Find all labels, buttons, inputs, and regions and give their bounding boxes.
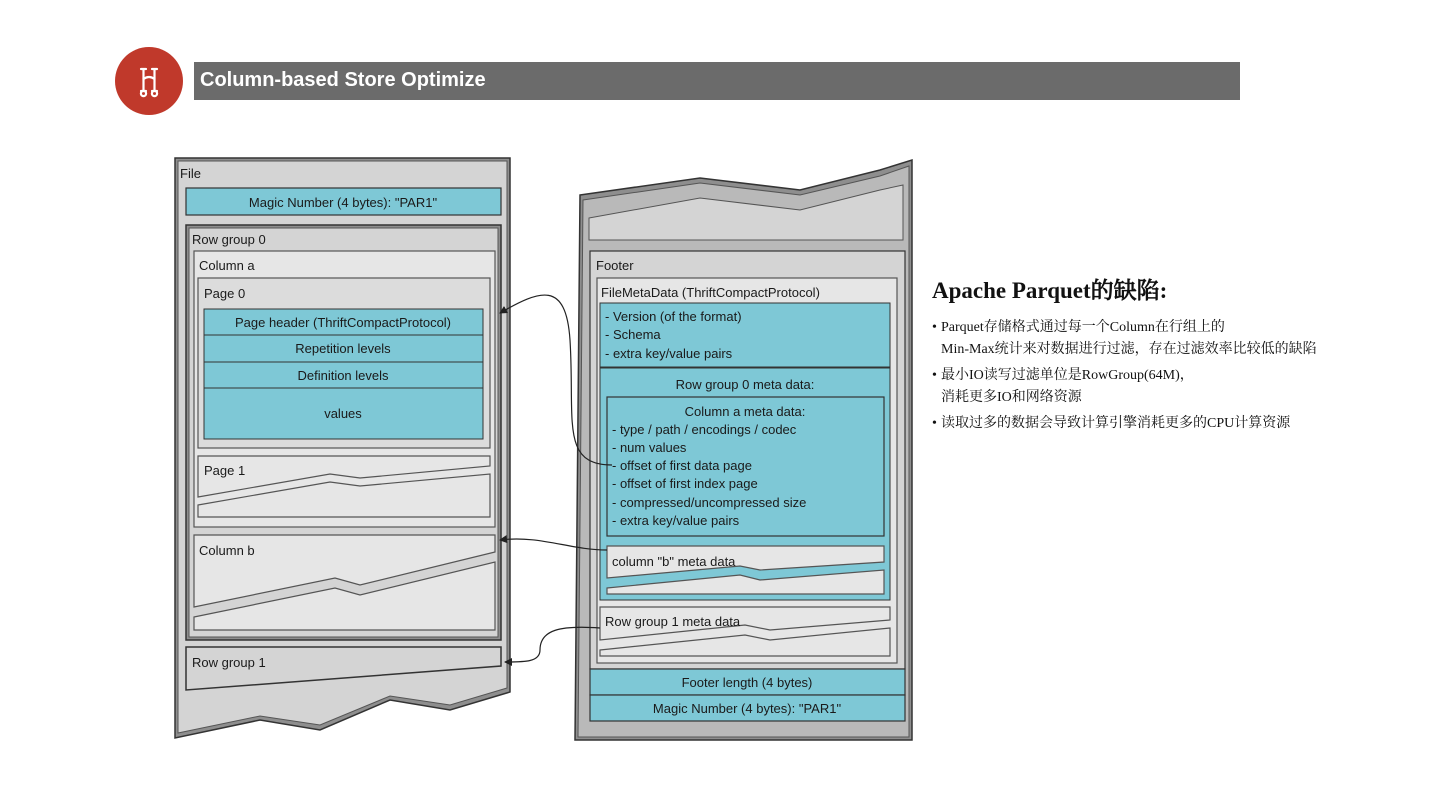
side-title: Apache Parquet的缺陷: [932,278,1168,303]
col-a-meta-item: - type / path / encodings / codec [612,422,797,437]
meta-item-version: - Version (of the format) [605,309,742,324]
repetition-levels-label: Repetition levels [295,341,391,356]
col-a-meta-item: - num values [612,440,687,455]
page-1-label: Page 1 [204,463,246,478]
footer-length-label: Footer length (4 bytes) [681,675,813,690]
column-a-meta-label: Column a meta data: [684,404,806,419]
page-header-label: Page header (ThriftCompactProtocol) [234,315,452,330]
col-a-meta-item: - offset of first index page [612,476,758,491]
definition-levels-label: Definition levels [297,368,389,383]
magic-number-top-label: Magic Number (4 bytes): "PAR1" [248,195,438,210]
side-bullet [932,413,1432,435]
row-group-0-meta-label: Row group 0 meta data: [675,377,815,392]
side-bullet-list [932,317,1432,435]
footer-label: Footer [596,258,634,273]
page-title: Column-based Store Optimize [200,69,486,91]
magic-number-bottom-label: Magic Number (4 bytes): "PAR1" [652,701,842,716]
column-b-label: Column b [199,543,255,558]
column-a-label: Column a [199,258,255,273]
side-bullet-line: • 读取过多的数据会导致计算引擎消耗更多的CPU计算资源 [941,416,1291,431]
row-group-1-meta-label: Row group 1 meta data [605,614,741,629]
file-block [175,158,510,738]
side-bullet [932,365,1432,409]
side-bullet-line: • 最小IO读写过滤单位是RowGroup(64M)， [941,368,1194,383]
file-label: File [180,166,201,181]
col-a-meta-item: - extra key/value pairs [612,513,740,528]
page-0-label: Page 0 [204,286,246,301]
col-a-meta-item: - offset of first data page [612,458,752,473]
col-a-meta-item: - compressed/uncompressed size [612,495,807,510]
file-metadata-label: FileMetaData (ThriftCompactProtocol) [601,285,820,300]
side-bullet-line: • Parquet存储格式通过每一个Column在行组上的 [941,320,1225,335]
row-group-1-label: Row group 1 [192,655,266,670]
side-bullet [932,317,1432,361]
meta-item-schema: - Schema [605,327,661,342]
side-bullet-line: Min-Max统计来对数据进行过滤，存在过滤效率比较低的缺陷 [941,342,1317,357]
column-b-meta-label: column "b" meta data [612,554,736,569]
meta-item-kv: - extra key/value pairs [605,346,733,361]
side-panel [932,272,1432,439]
footer-block [575,160,912,740]
row-group-0-label: Row group 0 [192,232,266,247]
side-bullet-line: 消耗更多IO和网络资源 [941,390,1082,405]
values-label: values [324,406,362,421]
